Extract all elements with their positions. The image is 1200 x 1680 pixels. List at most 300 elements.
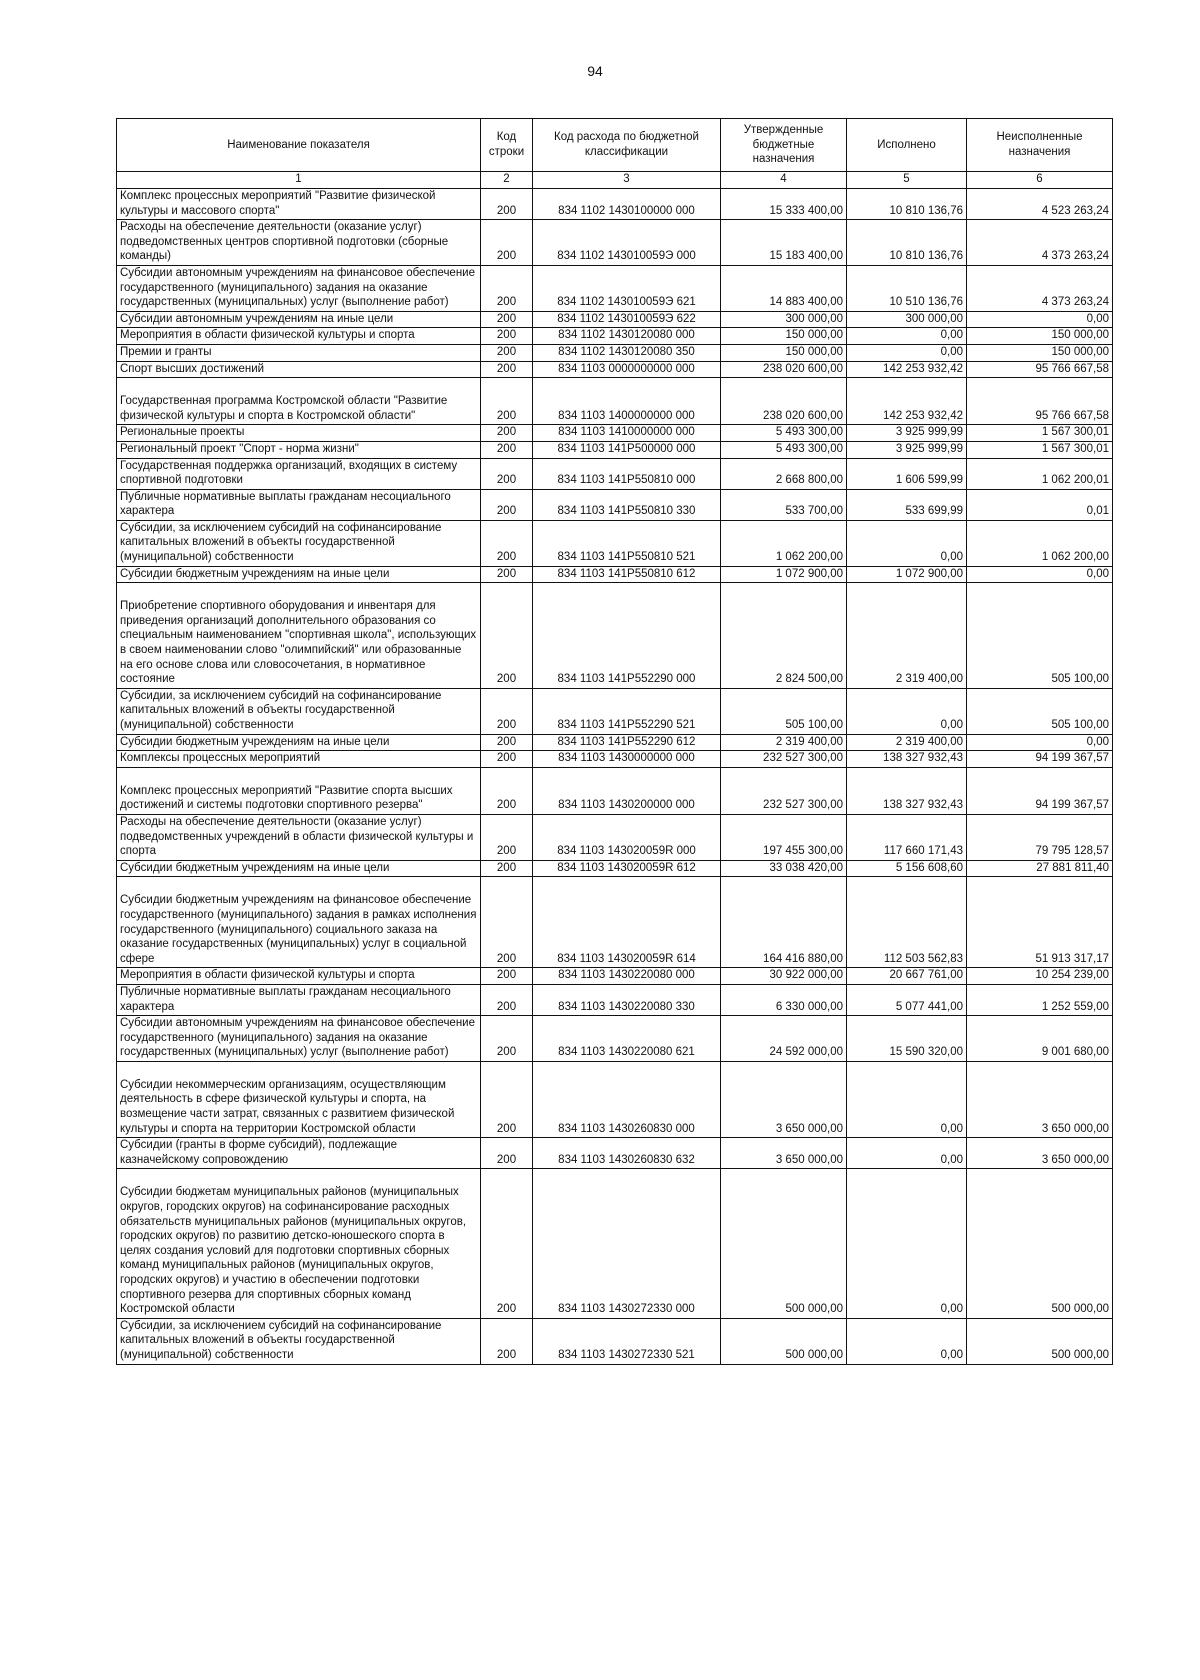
row-approved-amount: 164 416 880,00 bbox=[763, 952, 843, 965]
row-approved-amount: 150 000,00 bbox=[785, 329, 843, 342]
row-budget-code-cell bbox=[533, 566, 721, 583]
row-name: Региональные проекты bbox=[120, 426, 245, 439]
header-budget-code: Код расхода по бюджетной классификации bbox=[533, 119, 721, 172]
row-executed-amount-cell bbox=[847, 458, 967, 489]
table-row bbox=[117, 361, 1113, 378]
row-line-code-cell bbox=[481, 566, 533, 583]
row-executed-amount-cell bbox=[847, 751, 967, 768]
row-executed-amount-cell bbox=[847, 378, 967, 425]
row-budget-code-cell bbox=[533, 328, 721, 345]
row-budget-code-cell bbox=[533, 265, 721, 311]
row-name: Комплекс процессных мероприятий "Развитие спорта высших достижений и системы подготовки спортивного резерва" bbox=[120, 784, 453, 812]
row-budget-code: 834 1103 0000000000 000 bbox=[558, 362, 695, 375]
row-name: Расходы на обеспечение деятельности (оказание услуг) подведомственных учреждений в области физической культуры и спорта bbox=[120, 815, 474, 858]
row-executed-amount: 0,00 bbox=[940, 1153, 963, 1166]
row-budget-code-cell bbox=[533, 814, 721, 860]
row-unexecuted-amount: 1 062 200,00 bbox=[1041, 551, 1109, 564]
table-row bbox=[117, 751, 1113, 768]
row-unexecuted-amount: 1 252 559,00 bbox=[1041, 1000, 1109, 1013]
row-budget-code: 834 1103 141P552290 612 bbox=[557, 735, 696, 748]
row-approved-amount-cell bbox=[721, 378, 847, 425]
row-approved-amount-cell bbox=[721, 1138, 847, 1169]
row-unexecuted-amount: 4 373 263,24 bbox=[1041, 296, 1109, 309]
row-executed-amount: 15 590 320,00 bbox=[889, 1046, 963, 1059]
column-number-row bbox=[117, 172, 1113, 189]
row-budget-code: 834 1103 1410000000 000 bbox=[558, 426, 695, 439]
row-line-code: 200 bbox=[496, 861, 517, 874]
row-executed-amount-cell bbox=[847, 814, 967, 860]
row-line-code: 200 bbox=[496, 1000, 517, 1013]
table-header-row bbox=[117, 119, 1113, 172]
row-approved-amount: 500 000,00 bbox=[785, 1303, 843, 1316]
row-budget-code: 834 1103 1430220080 000 bbox=[558, 969, 695, 982]
row-unexecuted-amount: 0,01 bbox=[1086, 505, 1109, 518]
row-approved-amount: 533 700,00 bbox=[785, 505, 843, 518]
row-executed-amount-cell bbox=[847, 265, 967, 311]
row-approved-amount: 5 493 300,00 bbox=[775, 442, 843, 455]
table-row bbox=[117, 425, 1113, 442]
row-budget-code: 834 1102 143010059Э 622 bbox=[557, 312, 696, 325]
row-unexecuted-amount-cell bbox=[967, 361, 1113, 378]
row-line-code: 200 bbox=[496, 551, 517, 564]
row-name-cell bbox=[117, 566, 481, 583]
row-unexecuted-amount-cell bbox=[967, 265, 1113, 311]
row-name: Мероприятия в области физической культуры и спорта bbox=[120, 329, 415, 342]
table-row bbox=[117, 583, 1113, 689]
row-executed-amount-cell bbox=[847, 441, 967, 458]
row-line-code: 200 bbox=[496, 1348, 517, 1361]
table-row bbox=[117, 265, 1113, 311]
row-unexecuted-amount-cell bbox=[967, 751, 1113, 768]
row-name-cell bbox=[117, 984, 481, 1015]
row-unexecuted-amount-cell bbox=[967, 441, 1113, 458]
row-budget-code-cell bbox=[533, 189, 721, 220]
row-name-cell bbox=[117, 1318, 481, 1364]
row-executed-amount-cell bbox=[847, 1169, 967, 1318]
row-name: Приобретение спортивного оборудования и инвентаря для приведения организаций дополнительного образования со специальным наименованием "спортивная школа", использующих в своем наименовании слово "олимпийский" или образованные на его основе слова или словосочетания, в нормативное состояние bbox=[120, 600, 477, 686]
row-line-code: 200 bbox=[496, 296, 517, 309]
row-approved-amount-cell bbox=[721, 220, 847, 266]
table-row bbox=[117, 344, 1113, 361]
row-budget-code: 834 1103 141P550810 612 bbox=[557, 567, 696, 580]
row-name-cell bbox=[117, 860, 481, 877]
row-budget-code-cell bbox=[533, 877, 721, 968]
row-line-code: 200 bbox=[496, 505, 517, 518]
row-line-code: 200 bbox=[496, 345, 517, 358]
row-name-cell bbox=[117, 877, 481, 968]
row-approved-amount: 300 000,00 bbox=[785, 312, 843, 325]
row-name: Публичные нормативные выплаты гражданам несоциального характера bbox=[120, 490, 451, 518]
row-budget-code-cell bbox=[533, 520, 721, 566]
row-budget-code-cell bbox=[533, 1169, 721, 1318]
row-line-code-cell bbox=[481, 441, 533, 458]
row-name-cell bbox=[117, 734, 481, 751]
header-unexecuted: Неисполненные назначения bbox=[967, 119, 1113, 172]
row-name-cell bbox=[117, 751, 481, 768]
row-unexecuted-amount: 95 766 667,58 bbox=[1035, 409, 1109, 422]
row-name-cell bbox=[117, 1061, 481, 1137]
row-unexecuted-amount-cell bbox=[967, 860, 1113, 877]
row-name-cell bbox=[117, 688, 481, 734]
row-executed-amount: 1 606 599,99 bbox=[895, 474, 963, 487]
row-executed-amount-cell bbox=[847, 425, 967, 442]
row-approved-amount: 24 592 000,00 bbox=[769, 1046, 843, 1059]
row-budget-code: 834 1103 141P552290 521 bbox=[557, 719, 696, 731]
row-approved-amount-cell bbox=[721, 489, 847, 520]
row-unexecuted-amount: 95 766 667,58 bbox=[1035, 362, 1109, 375]
row-executed-amount-cell bbox=[847, 1061, 967, 1137]
row-line-code: 200 bbox=[496, 312, 517, 325]
row-line-code: 200 bbox=[496, 329, 517, 342]
row-line-code: 200 bbox=[496, 969, 517, 982]
row-executed-amount: 5 077 441,00 bbox=[895, 1000, 963, 1013]
row-unexecuted-amount-cell bbox=[967, 520, 1113, 566]
row-name: Субсидии бюджетам муниципальных районов (муниципальных округов, городских округов) на софинансирование расходных обязательств муниципальных районов (муниципальных округов, городских округов) по развитию детско-юношеского спорта в целях создания условий для подготовки спортивных сборных команд муниципальных районов (муниципальных округов, городских округов) и участию в обеспечении подготовки спортивного резерва для спортивных сборных команд Костромской области bbox=[120, 1186, 467, 1316]
row-name-cell bbox=[117, 1169, 481, 1318]
row-approved-amount: 2 824 500,00 bbox=[775, 673, 843, 686]
row-budget-code-cell bbox=[533, 751, 721, 768]
row-line-code-cell bbox=[481, 189, 533, 220]
table-row bbox=[117, 328, 1113, 345]
row-executed-amount-cell bbox=[847, 361, 967, 378]
row-budget-code-cell bbox=[533, 860, 721, 877]
row-budget-code-cell bbox=[533, 767, 721, 814]
column-number: 1 bbox=[117, 172, 481, 189]
row-executed-amount-cell bbox=[847, 688, 967, 734]
row-unexecuted-amount-cell bbox=[967, 328, 1113, 345]
row-unexecuted-amount-cell bbox=[967, 311, 1113, 328]
row-approved-amount: 15 333 400,00 bbox=[769, 204, 843, 217]
row-executed-amount-cell bbox=[847, 860, 967, 877]
row-approved-amount-cell bbox=[721, 1061, 847, 1137]
row-line-code-cell bbox=[481, 984, 533, 1015]
row-line-code: 200 bbox=[496, 442, 517, 455]
row-name: Мероприятия в области физической культуры и спорта bbox=[120, 969, 415, 982]
row-name-cell bbox=[117, 583, 481, 689]
row-approved-amount-cell bbox=[721, 1169, 847, 1318]
row-name-cell bbox=[117, 441, 481, 458]
row-executed-amount-cell bbox=[847, 984, 967, 1015]
row-executed-amount-cell bbox=[847, 189, 967, 220]
row-unexecuted-amount: 94 199 367,57 bbox=[1035, 752, 1109, 765]
row-name: Субсидии автономным учреждениям на иные цели bbox=[120, 312, 394, 325]
row-name: Субсидии (гранты в форме субсидий), подлежащие казначейскому сопровождению bbox=[120, 1139, 397, 1166]
row-approved-amount-cell bbox=[721, 458, 847, 489]
row-name: Региональный проект "Спорт - норма жизни" bbox=[120, 442, 359, 455]
row-approved-amount-cell bbox=[721, 441, 847, 458]
row-name: Субсидии автономным учреждениям на финансовое обеспечение государственного (муниципального) задания на оказание государственных (муниципальных) услуг (выполнение работ) bbox=[120, 266, 475, 309]
row-approved-amount: 1 062 200,00 bbox=[775, 551, 843, 564]
row-budget-code-cell bbox=[533, 220, 721, 266]
row-line-code-cell bbox=[481, 378, 533, 425]
table-row bbox=[117, 767, 1113, 814]
row-budget-code: 834 1102 1430120080 000 bbox=[558, 329, 695, 342]
row-unexecuted-amount: 505 100,00 bbox=[1051, 719, 1109, 731]
row-budget-code-cell bbox=[533, 378, 721, 425]
row-line-code: 200 bbox=[496, 474, 517, 487]
row-line-code-cell bbox=[481, 814, 533, 860]
row-line-code: 200 bbox=[496, 952, 517, 965]
row-approved-amount-cell bbox=[721, 984, 847, 1015]
row-approved-amount-cell bbox=[721, 814, 847, 860]
row-budget-code-cell bbox=[533, 688, 721, 734]
row-unexecuted-amount-cell bbox=[967, 1016, 1113, 1062]
row-executed-amount: 5 156 608,60 bbox=[895, 861, 963, 874]
row-budget-code: 834 1103 141P550810 521 bbox=[557, 551, 696, 564]
row-executed-amount: 0,00 bbox=[940, 551, 963, 564]
row-unexecuted-amount: 1 567 300,01 bbox=[1041, 442, 1109, 455]
row-name: Субсидии некоммерческим организациям, осуществляющим деятельность в сфере физической культуры и спорта, на возмещение части затрат, связанных с развитием физической культуры и спорта на территории Костромской области bbox=[120, 1078, 455, 1135]
row-line-code: 200 bbox=[496, 735, 517, 748]
row-executed-amount-cell bbox=[847, 489, 967, 520]
row-name-cell bbox=[117, 189, 481, 220]
row-budget-code: 834 1103 143020059R 000 bbox=[557, 845, 696, 858]
row-unexecuted-amount-cell bbox=[967, 189, 1113, 220]
row-budget-code: 834 1103 1430220080 330 bbox=[558, 1000, 695, 1013]
row-executed-amount: 10 810 136,76 bbox=[889, 250, 963, 263]
row-unexecuted-amount: 0,00 bbox=[1086, 567, 1109, 580]
row-approved-amount: 150 000,00 bbox=[785, 345, 843, 358]
row-name: Субсидии, за исключением субсидий на софинансирование капитальных вложений в объекты государственной (муниципальной) собственности bbox=[120, 689, 442, 731]
row-line-code-cell bbox=[481, 344, 533, 361]
row-executed-amount-cell bbox=[847, 566, 967, 583]
table-row bbox=[117, 734, 1113, 751]
row-approved-amount-cell bbox=[721, 734, 847, 751]
row-budget-code: 834 1103 141P500000 000 bbox=[557, 442, 696, 455]
row-line-code-cell bbox=[481, 328, 533, 345]
row-unexecuted-amount: 9 001 680,00 bbox=[1041, 1046, 1109, 1059]
header-approved: Утвержденные бюджетные назначения bbox=[721, 119, 847, 172]
row-executed-amount-cell bbox=[847, 344, 967, 361]
row-budget-code: 834 1103 1430220080 621 bbox=[558, 1046, 695, 1059]
row-name: Государственная программа Костромской области "Развитие физической культуры и спорта в Костромской области" bbox=[120, 395, 448, 422]
row-line-code-cell bbox=[481, 220, 533, 266]
row-line-code-cell bbox=[481, 1318, 533, 1364]
row-approved-amount: 505 100,00 bbox=[785, 719, 843, 731]
row-executed-amount-cell bbox=[847, 583, 967, 689]
row-name-cell bbox=[117, 378, 481, 425]
row-approved-amount-cell bbox=[721, 583, 847, 689]
row-name-cell bbox=[117, 968, 481, 985]
row-executed-amount: 0,00 bbox=[940, 1303, 963, 1316]
row-unexecuted-amount-cell bbox=[967, 767, 1113, 814]
table-row bbox=[117, 520, 1113, 566]
row-line-code-cell bbox=[481, 767, 533, 814]
table-row bbox=[117, 688, 1113, 734]
row-approved-amount: 33 038 420,00 bbox=[769, 861, 843, 874]
row-line-code: 200 bbox=[496, 409, 517, 422]
table-row bbox=[117, 984, 1113, 1015]
row-line-code: 200 bbox=[496, 1122, 517, 1135]
table-row bbox=[117, 814, 1113, 860]
row-approved-amount: 15 183 400,00 bbox=[769, 250, 843, 263]
row-approved-amount-cell bbox=[721, 1318, 847, 1364]
row-line-code: 200 bbox=[496, 752, 517, 765]
row-approved-amount: 232 527 300,00 bbox=[763, 799, 843, 812]
row-executed-amount: 3 925 999,99 bbox=[895, 442, 963, 455]
header-line-code: Код строки bbox=[481, 119, 533, 172]
row-unexecuted-amount: 500 000,00 bbox=[1051, 1348, 1109, 1361]
row-unexecuted-amount-cell bbox=[967, 734, 1113, 751]
row-unexecuted-amount-cell bbox=[967, 814, 1113, 860]
row-line-code: 200 bbox=[496, 845, 517, 858]
row-line-code-cell bbox=[481, 583, 533, 689]
row-name-cell bbox=[117, 458, 481, 489]
row-unexecuted-amount: 4 523 263,24 bbox=[1041, 204, 1109, 217]
row-executed-amount: 3 925 999,99 bbox=[895, 426, 963, 439]
row-line-code-cell bbox=[481, 265, 533, 311]
row-budget-code: 834 1103 1430260830 632 bbox=[558, 1153, 695, 1166]
table-row bbox=[117, 458, 1113, 489]
row-unexecuted-amount-cell bbox=[967, 877, 1113, 968]
row-name-cell bbox=[117, 489, 481, 520]
row-budget-code-cell bbox=[533, 344, 721, 361]
row-approved-amount-cell bbox=[721, 311, 847, 328]
row-name: Субсидии бюджетным учреждениям на иные цели bbox=[120, 567, 390, 580]
row-budget-code: 834 1103 143020059R 614 bbox=[557, 952, 696, 965]
row-unexecuted-amount: 10 254 239,00 bbox=[1035, 969, 1109, 982]
row-name: Публичные нормативные выплаты гражданам несоциального характера bbox=[120, 985, 451, 1013]
row-unexecuted-amount: 0,00 bbox=[1086, 735, 1109, 748]
table-row bbox=[117, 489, 1113, 520]
row-name-cell bbox=[117, 814, 481, 860]
row-approved-amount-cell bbox=[721, 328, 847, 345]
row-budget-code-cell bbox=[533, 734, 721, 751]
row-line-code: 200 bbox=[496, 1153, 517, 1166]
row-budget-code-cell bbox=[533, 1318, 721, 1364]
row-executed-amount-cell bbox=[847, 1318, 967, 1364]
row-unexecuted-amount-cell bbox=[967, 458, 1113, 489]
row-name: Субсидии, за исключением субсидий на софинансирование капитальных вложений в объекты государственной (муниципальной) собственности bbox=[120, 1319, 442, 1361]
row-name-cell bbox=[117, 328, 481, 345]
row-name-cell bbox=[117, 361, 481, 378]
row-approved-amount-cell bbox=[721, 688, 847, 734]
row-unexecuted-amount-cell bbox=[967, 1318, 1113, 1364]
row-name-cell bbox=[117, 1138, 481, 1169]
row-line-code: 200 bbox=[496, 204, 517, 217]
row-budget-code: 834 1103 141P550810 000 bbox=[557, 474, 696, 487]
row-executed-amount-cell bbox=[847, 328, 967, 345]
row-budget-code: 834 1102 1430100000 000 bbox=[558, 204, 695, 217]
row-line-code-cell bbox=[481, 489, 533, 520]
row-budget-code: 834 1103 1400000000 000 bbox=[558, 409, 695, 422]
table-row bbox=[117, 968, 1113, 985]
row-line-code: 200 bbox=[496, 426, 517, 439]
row-executed-amount: 0,00 bbox=[940, 345, 963, 358]
row-budget-code: 834 1102 1430120080 350 bbox=[558, 345, 695, 358]
row-name: Субсидии бюджетным учреждениям на иные цели bbox=[120, 735, 390, 748]
row-line-code-cell bbox=[481, 1138, 533, 1169]
row-unexecuted-amount-cell bbox=[967, 984, 1113, 1015]
row-line-code: 200 bbox=[496, 567, 517, 580]
row-unexecuted-amount: 505 100,00 bbox=[1051, 673, 1109, 686]
row-approved-amount: 2 668 800,00 bbox=[775, 474, 843, 487]
row-unexecuted-amount: 79 795 128,57 bbox=[1035, 845, 1109, 858]
row-executed-amount: 533 699,99 bbox=[905, 505, 963, 518]
table-row bbox=[117, 877, 1113, 968]
row-approved-amount: 6 330 000,00 bbox=[775, 1000, 843, 1013]
row-executed-amount-cell bbox=[847, 220, 967, 266]
row-name: Субсидии бюджетным учреждениям на финансовое обеспечение государственного (муниципального) задания в рамках исполнения государственного (муниципального) социального заказа на оказание государственных (муниципальных) услуг в социальной сфере bbox=[120, 894, 477, 965]
row-executed-amount: 117 660 171,43 bbox=[883, 845, 963, 858]
row-budget-code-cell bbox=[533, 984, 721, 1015]
row-executed-amount: 10 810 136,76 bbox=[889, 204, 963, 217]
row-line-code: 200 bbox=[496, 673, 517, 686]
table-row bbox=[117, 311, 1113, 328]
row-budget-code-cell bbox=[533, 458, 721, 489]
row-executed-amount: 1 072 900,00 bbox=[895, 567, 963, 580]
table-row bbox=[117, 220, 1113, 266]
budget-execution-table bbox=[116, 118, 1113, 1365]
row-unexecuted-amount: 0,00 bbox=[1086, 312, 1109, 325]
row-budget-code-cell bbox=[533, 1016, 721, 1062]
row-unexecuted-amount-cell bbox=[967, 1169, 1113, 1318]
row-line-code-cell bbox=[481, 688, 533, 734]
row-line-code-cell bbox=[481, 860, 533, 877]
row-approved-amount: 197 455 300,00 bbox=[763, 845, 843, 858]
row-approved-amount-cell bbox=[721, 361, 847, 378]
row-budget-code: 834 1102 143010059Э 000 bbox=[557, 250, 696, 263]
row-executed-amount: 20 667 761,00 bbox=[889, 969, 963, 982]
row-budget-code-cell bbox=[533, 311, 721, 328]
row-approved-amount-cell bbox=[721, 877, 847, 968]
row-unexecuted-amount-cell bbox=[967, 489, 1113, 520]
table-row bbox=[117, 860, 1113, 877]
row-unexecuted-amount: 94 199 367,57 bbox=[1035, 799, 1109, 812]
table-row bbox=[117, 1061, 1113, 1137]
row-budget-code-cell bbox=[533, 425, 721, 442]
row-budget-code: 834 1103 1430272330 521 bbox=[558, 1348, 695, 1361]
row-name-cell bbox=[117, 220, 481, 266]
table-row bbox=[117, 1138, 1113, 1169]
table-row bbox=[117, 1016, 1113, 1062]
row-executed-amount: 138 327 932,43 bbox=[883, 752, 963, 765]
row-unexecuted-amount: 51 913 317,17 bbox=[1035, 952, 1109, 965]
row-executed-amount: 300 000,00 bbox=[905, 312, 963, 325]
row-name: Комплексы процессных мероприятий bbox=[120, 752, 321, 765]
row-line-code: 200 bbox=[496, 719, 517, 731]
row-unexecuted-amount-cell bbox=[967, 583, 1113, 689]
row-name: Расходы на обеспечение деятельности (оказание услуг) подведомственных центров спортивной подготовки (сборные команды) bbox=[120, 221, 449, 263]
row-unexecuted-amount-cell bbox=[967, 425, 1113, 442]
row-name: Комплекс процессных мероприятий "Развитие физической культуры и массового спорта" bbox=[120, 190, 436, 217]
row-approved-amount-cell bbox=[721, 1016, 847, 1062]
row-approved-amount-cell bbox=[721, 968, 847, 985]
row-line-code-cell bbox=[481, 1169, 533, 1318]
row-line-code: 200 bbox=[496, 250, 517, 263]
column-number: 2 bbox=[481, 172, 533, 189]
row-approved-amount-cell bbox=[721, 344, 847, 361]
row-approved-amount-cell bbox=[721, 751, 847, 768]
row-line-code-cell bbox=[481, 751, 533, 768]
row-line-code-cell bbox=[481, 734, 533, 751]
row-line-code: 200 bbox=[496, 362, 517, 375]
column-number: 6 bbox=[967, 172, 1113, 189]
row-approved-amount: 2 319 400,00 bbox=[775, 735, 843, 748]
row-unexecuted-amount-cell bbox=[967, 968, 1113, 985]
row-name-cell bbox=[117, 311, 481, 328]
row-budget-code: 834 1103 1430000000 000 bbox=[558, 752, 695, 765]
row-unexecuted-amount: 150 000,00 bbox=[1051, 345, 1109, 358]
row-executed-amount: 0,00 bbox=[940, 719, 963, 731]
row-budget-code: 834 1103 141P552290 000 bbox=[557, 673, 696, 686]
row-budget-code: 834 1103 1430260830 000 bbox=[558, 1122, 695, 1135]
row-approved-amount-cell bbox=[721, 767, 847, 814]
row-unexecuted-amount: 4 373 263,24 bbox=[1041, 250, 1109, 263]
row-unexecuted-amount-cell bbox=[967, 1138, 1113, 1169]
row-executed-amount-cell bbox=[847, 520, 967, 566]
row-executed-amount: 0,00 bbox=[940, 1348, 963, 1361]
